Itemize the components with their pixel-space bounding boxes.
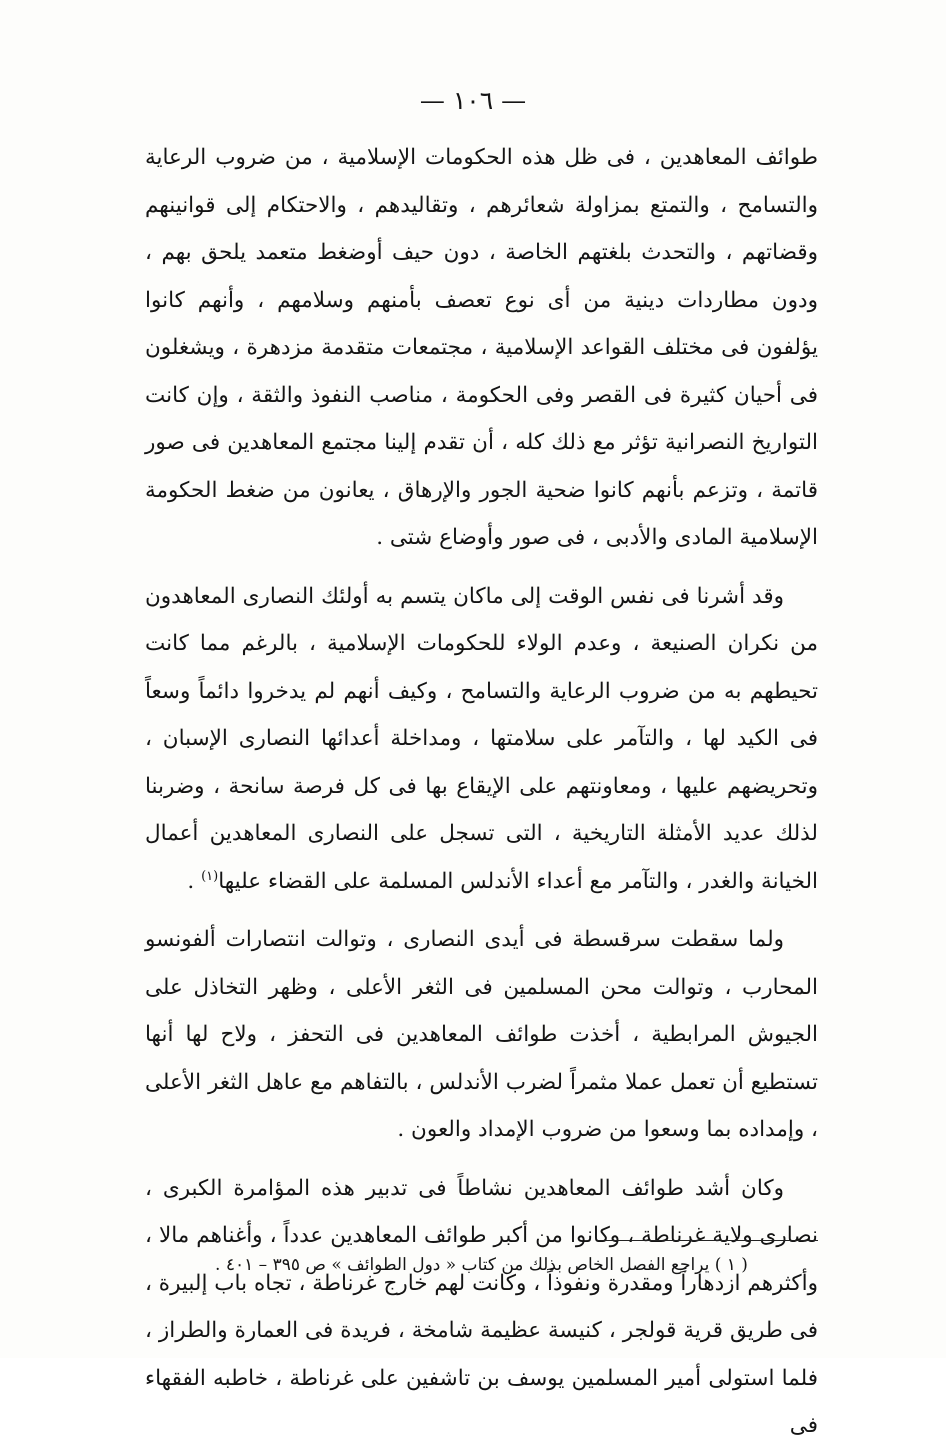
paragraph-1: طوائف المعاهدين ، فى ظل هذه الحكومات الإسلامية ، من ضروب الرعاية والتسامح ، والتمتع بمزاولة شعائرهم ، وتقاليدهم ، والاحتكام إلى قوانينهم وقضاتهم ، والتحدث بلغتهم الخاصة ، دون حيف أوضغط متعمد يلحق بهم ، ودون مطاردات دينية من أى نوع تعصف بأمنهم وسلامهم ، وأنهم كانوا يؤلفون فى مختلف القواعد الإسلامية ، مجتمعات متقدمة مزدهرة ، ويشغلون فى أحيان كثيرة فى القصر وفى الحكومة ، مناصب النفوذ والثقة ، وإن كانت التواريخ النصرانية تؤثر مع ذلك كله ، أن تقدم إلينا مجتمع المعاهدين فى صور قاتمة ، وتزعم بأنهم كانوا ضحية الجور والإرهاق ، يعانون من ضغط الحكومة الإسلامية المادى والأدبى ، فى صور وأوضاع شتى . (145, 145, 818, 550)
page-number: — ١٠٦ — (419, 86, 527, 115)
paragraph-2-tail: . (187, 868, 202, 894)
paragraph-2 (145, 573, 818, 906)
paragraph-3: ولما سقطت سرقسطة فى أيدى النصارى ، وتوالت انتصارات ألفونسو المحارب ، وتوالت محن المسلمين فى الثغر الأعلى ، وظهر التخاذل على الجيوش المرابطية ، أخذت طوائف المعاهدين فى التحفز ، ولاح لها أنها تستطيع أن تعمل عملا مثمراً لضرب الأندلس ، بالتفاهم مع عاهل الثغر الأعلى ، وإمداده بما وسعوا من ضروب الإمداد والعون . (145, 927, 818, 1142)
paragraph-4: وكان أشد طوائف المعاهدين نشاطاً فى تدبير هذه المؤامرة الكبرى ، نصارى ولاية غرناطة ، وكانوا من أكبر طوائف المعاهدين عدداً ، وأغناهم مالا ، وأكثرهم ازدهاراً ومقدرة ونفوذاً ، وكانت لهم خارج غرناطة ، تجاه باب إلبيرة ، فى طريق قرية قولجر ، كنيسة عظيمة شامخة ، فريدة فى العمارة والطراز ، فلما استولى أمير المسلمين يوسف بن تاشفين على غرناطة ، خاطبه الفقهاء فى (145, 1175, 818, 1438)
footnote-divider (597, 1240, 818, 1241)
footnote-reference[interactable]: (١) (201, 868, 219, 884)
paragraph-2-text: وقد أشرنا فى نفس الوقت إلى ماكان يتسم به أولئك النصارى المعاهدون من نكران الصنيعة ، وعدم الولاء للحكومات الإسلامية ، بالرغم مما كانت تحيطهم به من ضروب الرعاية والتسامح ، وكيف أنهم لم يدخروا دائماً وسعاً فى الكيد لها ، والتآمر على سلامتها ، ومداخلة أعدائها النصارى الإسبان ، وتحريضهم عليها ، ومعاونتهم على الإيقاع بها فى كل فرصة سانحة ، وضربنا لذلك عديد الأمثلة التاريخية ، التى تسجل على النصارى المعاهدين أعمال الخيانة والغدر ، والتآمر مع أعداء الأندلس المسلمة على القضاء عليها (145, 583, 818, 894)
footnote: ( ١ ) يراجع الفصل الخاص بذلك من كتاب « دول الطوائف » ص ٣٩٥ – ٤٠١ . (215, 1255, 748, 1275)
